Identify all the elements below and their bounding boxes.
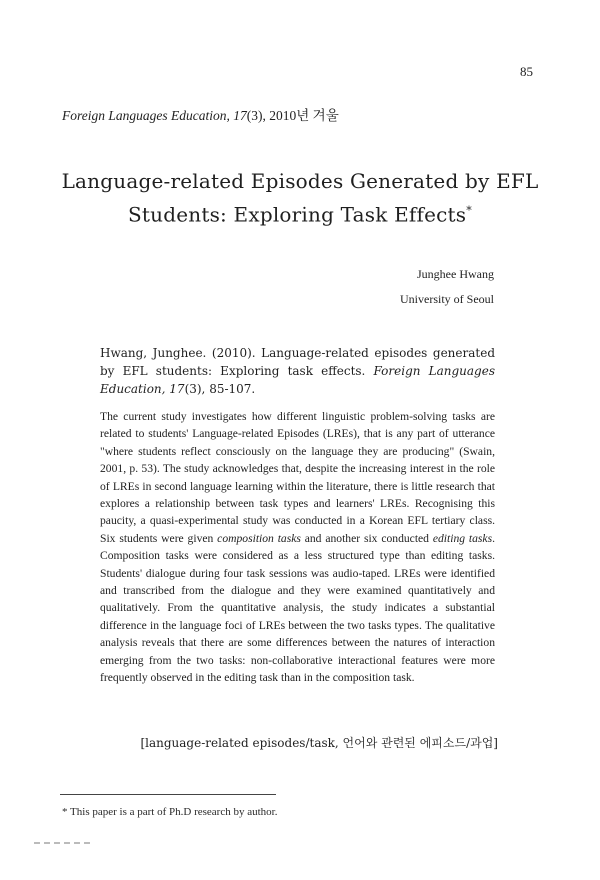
citation-journal: Foreign Languages Education, 17 [100,364,495,396]
title-footnote-marker: * [466,204,472,217]
author-block [400,262,494,312]
keywords: [language-related episodes/task, 언어와 관련된 에피소드/과업] [140,736,498,750]
footnote-divider [60,794,276,795]
footnote: * This paper is a part of Ph.D research by author. [62,806,278,818]
abstract-editing-tasks: editing tasks [432,531,493,545]
abstract [100,408,495,687]
title-line-2: Students: Exploring Task Effects* [128,202,472,227]
citation-pages: (3), 85-107. [184,382,256,396]
journal-volume: 17 [233,108,247,123]
journal-header [62,104,339,124]
title-line-1: Language-related Episodes Generated by EFL [61,169,539,193]
abstract-composition-tasks: composition tasks [217,531,301,545]
abstract-part-1: The current study investigates how different linguistic problem-solving tasks are related to students' Language-related Episodes (LREs), that is any part of utterance "where students reflect consciously on the language they are producing" (Swain, 2001, p. 53). The study acknowledges that, despite the increasing interest in the role of LREs in second language learning within the literature, there is little research that explores a relationship between task types and learners' LREs. Recognising this paucity, a quasi-experimental study was conducted in a Korean EFL tertiary class. Six students were given [100,410,495,545]
author-name: Junghee Hwang [417,267,494,281]
journal-name: Foreign Languages Education, [62,108,230,123]
page-number: 85 [520,64,533,79]
abstract-part-3: . Composition tasks were considered as a less structured type than editing tasks. Students' dialogue during four task sessions was audio-taped. LREs were identified and transcribed from the dialogue and they were examined quantitatively and qualitatively. From the quantitative analysis, the study indicates a substantial difference in the language foci of LREs between the two tasks types. The qualitative analysis reveals that there are some differences between the natures of interaction emerging from the two tasks: non-collaborative interactional features were more frequently observed in the editing task than in the composition task. [100,531,495,685]
journal-issue: (3), 2010년 겨울 [246,108,339,123]
citation-text: Hwang, Junghee. (2010). Language-related episodes generated by EFL students: Exploring task effects. [100,346,495,378]
paper-title [40,166,560,230]
author-affiliation: University of Seoul [400,292,494,306]
abstract-part-2: and another six conducted [300,531,433,545]
scan-artifact [34,842,90,844]
citation [100,344,495,398]
